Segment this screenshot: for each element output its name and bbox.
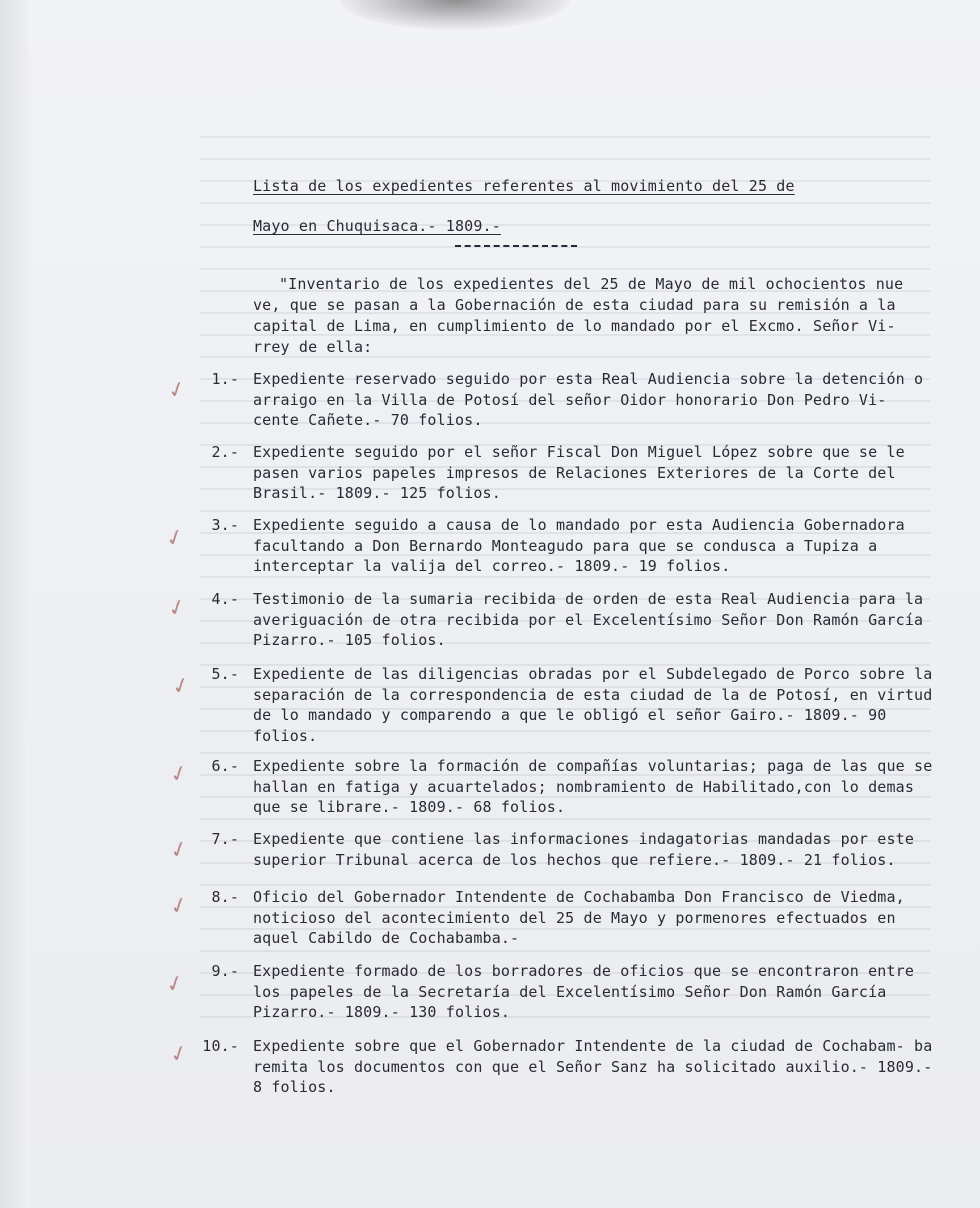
item-text: Expediente sobre la formación de compañías voluntarias; paga de las que se hallan en fatiga y acuartelados; nombramiento de Habilitado,con lo demas que se librare.- 1809.- 68 folios. (253, 757, 933, 816)
item-number: 7.- (211, 830, 239, 848)
item-text: Expediente seguido por el señor Fiscal Don Miguel López sobre que se le pasen varios papeles impresos de Relaciones Exteriores de la Corte del Brasil.- 1809.- 125 folios. (253, 443, 905, 502)
title-line-1: Lista de los expedientes referentes al movimiento del 25 de (253, 177, 795, 195)
list-item (211, 589, 933, 651)
list-item (211, 442, 933, 504)
item-number: 1.- (211, 370, 239, 388)
list-item (211, 369, 933, 431)
item-number: 2.- (211, 443, 239, 461)
item-number: 10.- (202, 1037, 239, 1055)
item-text: Expediente sobre que el Gobernador Intendente de la ciudad de Cochabam- ba remita los documentos con que el Señor Sanz ha solicitado auxilio.- 1809.- 8 folios. (253, 1037, 933, 1096)
pencil-check-mark: ✓ (166, 835, 193, 866)
list-item (211, 515, 933, 577)
item-number: 9.- (211, 962, 239, 980)
list-item (211, 961, 933, 1023)
pencil-check-mark: ✓ (168, 671, 195, 702)
pencil-check-mark: ✓ (162, 969, 189, 1000)
document-title (253, 166, 893, 246)
list-item (202, 1036, 933, 1098)
item-text: Expediente seguido a causa de lo mandado por esta Audiencia Gobernadora facultando a Don Bernardo Monteagudo para que se condusca a Tupiza a interceptar la valija del correo.- 1809.- 19 folios. (253, 516, 905, 575)
list-item (211, 664, 933, 746)
item-number: 5.- (211, 665, 239, 683)
pencil-check-mark: ✓ (166, 891, 193, 922)
pencil-check-mark: ✓ (166, 759, 193, 790)
item-text: Expediente de las diligencias obradas por el Subdelegado de Porco sobre la separación de la correspondencia de esta ciudad de la de Potosí, en virtud de lo mandado y comparendo a que le obligó el señor Gairo.- 1809.- 90 folios. (253, 665, 933, 745)
list-item (211, 756, 933, 818)
pencil-check-mark: ✓ (164, 375, 191, 406)
item-number: 8.- (211, 888, 239, 906)
pencil-check-mark: ✓ (164, 593, 191, 624)
item-text: Expediente reservado seguido por esta Real Audiencia sobre la detención o arraigo en la Villa de Potosí del señor Oidor honorario Don Pedro Vi- cente Cañete.- 70 folios. (253, 370, 924, 429)
item-number: 3.- (211, 516, 239, 534)
pencil-check-mark: ✓ (162, 523, 189, 554)
item-text: Expediente formado de los borradores de oficios que se encontraron entre los papeles de la Secretaría del Excelentísimo Señor Don Ramón García Pizarro.- 1809.- 130 folios. (253, 962, 915, 1021)
list-item (211, 887, 933, 949)
title-separator (455, 245, 577, 247)
item-number: 4.- (211, 590, 239, 608)
intro-paragraph: "Inventario de los expedientes del 25 de Mayo de mil ochocientos nue ve, que se pasan a la Gobernación de esta ciudad para su remisión a la capital de Lima, en cumplimiento de lo mandado por el Excmo. Señor Vi- rrey de ella: (253, 275, 904, 356)
item-text: Oficio del Gobernador Intendente de Cochabamba Don Francisco de Viedma, noticioso del acontecimiento del 25 de Mayo y pormenores efectuados en aquel Cabildo de Cochabamba.- (253, 888, 905, 947)
title-line-2: Mayo en Chuquisaca.- 1809.- (253, 217, 501, 235)
pencil-check-mark: ✓ (166, 1039, 193, 1070)
list-item (211, 829, 933, 870)
item-number: 6.- (211, 757, 239, 775)
item-text: Expediente que contiene las informaciones indagatorias mandadas por este superior Tribunal acerca de los hechos que refiere.- 1809.- 21 folios. (253, 830, 915, 869)
item-text: Testimonio de la sumaria recibida de orden de esta Real Audiencia para la averiguación de otra recibida por el Excelentísimo Señor Don Ramón García Pizarro.- 105 folios. (253, 590, 924, 649)
